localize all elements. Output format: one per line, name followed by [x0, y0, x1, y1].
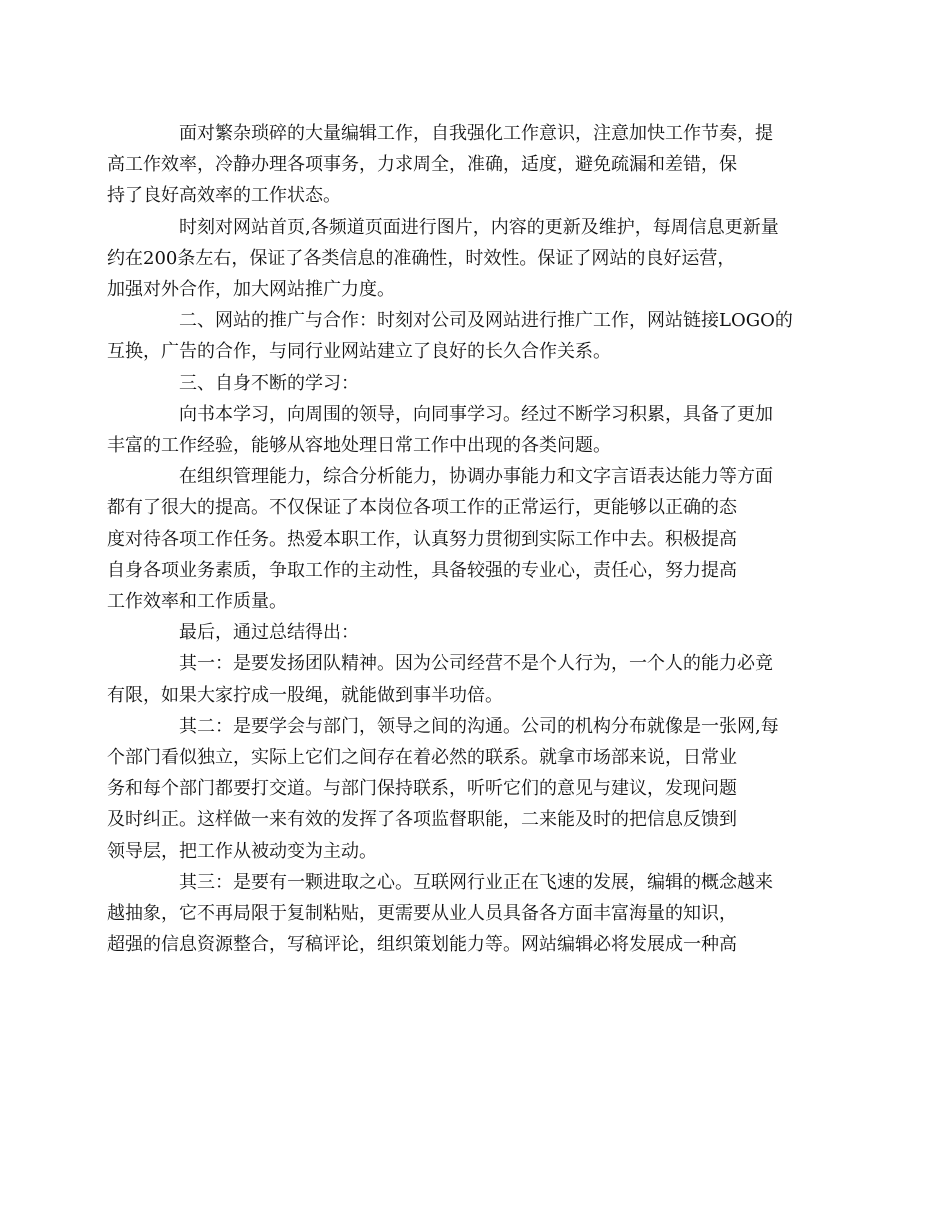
text-line: 其三：是要有一颗进取之心。互联网行业正在飞速的发展，编辑的概念越来: [179, 871, 773, 893]
text-line: 约在200条左右，保证了各类信息的准确性，时效性。保证了网站的良好运营，: [107, 247, 736, 269]
text-line: 及时纠正。这样做一来有效的发挥了各项监督职能，二来能及时的把信息反馈到: [107, 809, 737, 831]
text-line: 向书本学习，向周围的领导，向同事学习。经过不断学习积累，具备了更加: [179, 403, 773, 425]
document-body: [107, 118, 808, 960]
text-line: 工作效率和工作质量。: [107, 591, 287, 613]
section-heading-learning: [143, 368, 808, 399]
paragraph-work-attitude: [107, 118, 808, 212]
text-line: 持了良好高效率的工作状态。: [107, 185, 341, 207]
text-line: 越抽象，它不再局限于复制粘贴，更需要从业人员具备各方面丰富海量的知识，: [107, 903, 737, 925]
paragraph-point-one: [107, 648, 808, 710]
text-line: 时刻对网站首页,各频道页面进行图片，内容的更新及维护，每周信息更新量: [179, 216, 779, 238]
paragraph-learning: [107, 399, 808, 461]
text-line: 在组织管理能力，综合分析能力，协调办事能力和文字言语表达能力等方面: [179, 466, 773, 488]
text-line: 自身各项业务素质，争取工作的主动性，具备较强的专业心，责任心，努力提高: [107, 559, 737, 581]
text-line: 有限，如果大家拧成一股绳，就能做到事半功倍。: [107, 684, 503, 706]
text-line: 三、自身不断的学习：: [179, 372, 359, 394]
text-line: 丰富的工作经验，能够从容地处理日常工作中出现的各类问题。: [107, 435, 611, 457]
text-line: 领导层，把工作从被动变为主动。: [107, 840, 377, 862]
text-line: 互换，广告的合作，与同行业网站建立了良好的长久合作关系。: [107, 341, 611, 363]
paragraph-point-three: [107, 867, 808, 961]
text-line: 面对繁杂琐碎的大量编辑工作，自我强化工作意识，注意加快工作节奏，提: [179, 123, 773, 144]
text-line: 个部门看似独立，实际上它们之间存在着必然的联系。就拿市场部来说，日常业: [107, 747, 737, 769]
text-line: 其二：是要学会与部门，领导之间的沟通。公司的机构分布就像是一张网,每: [179, 715, 779, 737]
text-line: 二、网站的推广与合作：时刻对公司及网站进行推广工作，网站链接LOGO的: [179, 310, 793, 332]
paragraph-point-two: [107, 711, 808, 867]
text-line: 都有了很大的提高。不仅保证了本岗位各项工作的正常运行，更能够以正确的态: [107, 497, 737, 519]
section-heading-conclusion: [143, 617, 808, 648]
text-line: 超强的信息资源整合，写稿评论，组织策划能力等。网站编辑必将发展成一种高: [107, 934, 737, 956]
paragraph-promotion: [107, 305, 808, 367]
text-line: 度对待各项工作任务。热爱本职工作，认真努力贯彻到实际工作中去。积极提高: [107, 528, 737, 550]
text-line: 加强对外合作，加大网站推广力度。: [107, 279, 395, 301]
text-line: 最后，通过总结得出：: [179, 622, 359, 644]
text-line: 务和每个部门都要打交道。与部门保持联系，听听它们的意见与建议，发现问题: [107, 778, 737, 800]
text-line: 高工作效率，冷静办理各项事务，力求周全，准确，适度，避免疏漏和差错，保: [107, 154, 737, 176]
paragraph-abilities: [107, 461, 808, 617]
text-line: 其一：是要发扬团队精神。因为公司经营不是个人行为，一个人的能力必竟: [179, 653, 773, 675]
paragraph-site-maintenance: [107, 212, 808, 306]
